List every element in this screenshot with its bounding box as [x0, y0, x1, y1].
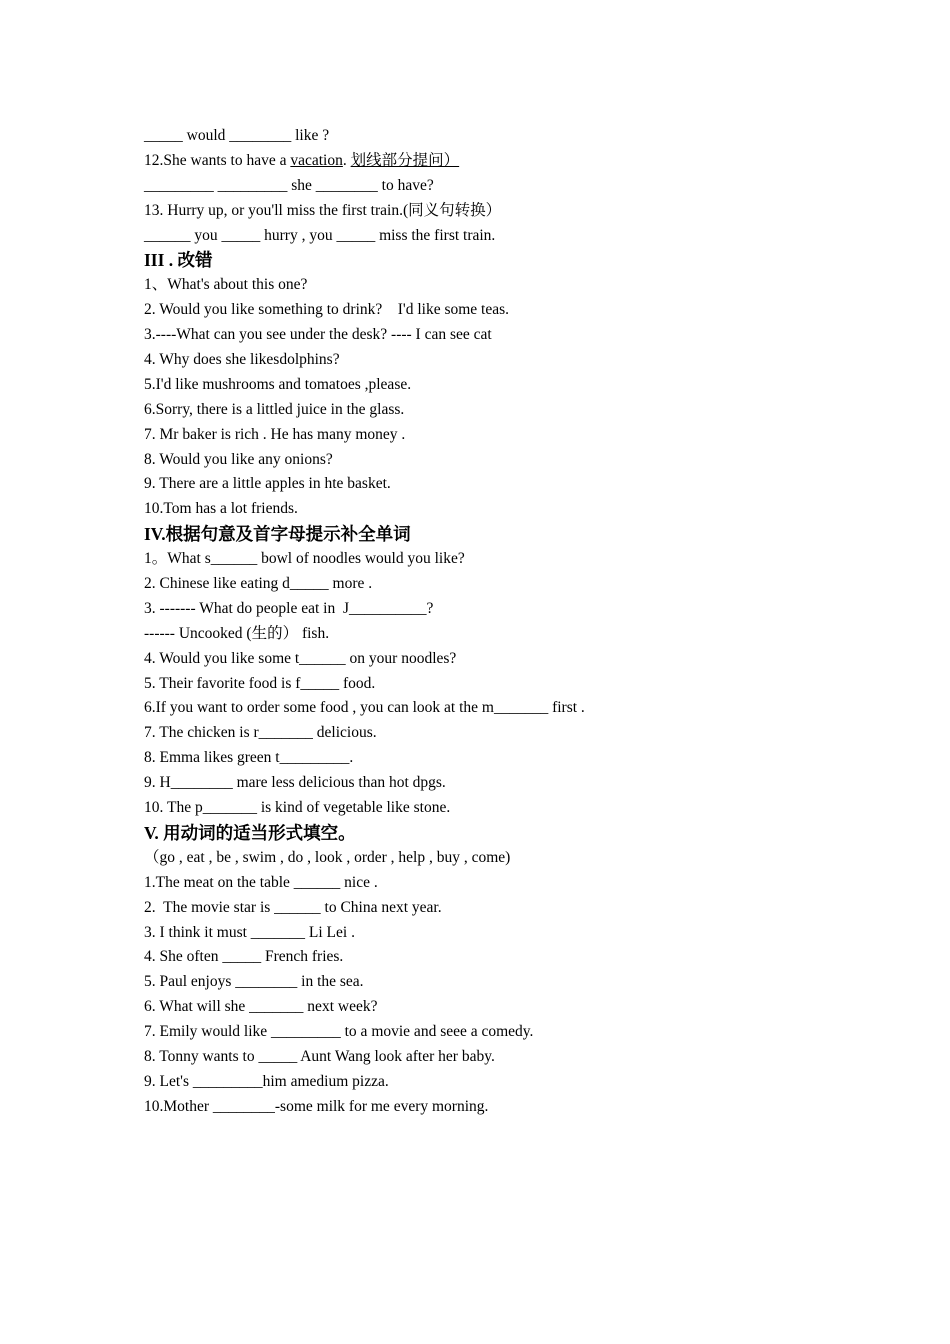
section-5-title: V. 用动词的适当形式填空。 [144, 822, 356, 843]
section-4-item: 5. Their favorite food is f_____ food. [144, 674, 376, 692]
section-3-item: 10.Tom has a lot friends. [144, 500, 298, 518]
exercise-line-12-answer: _________ _________ she ________ to have? [144, 176, 434, 194]
exercise-12-mid: . [342, 151, 351, 169]
section-4-item: 9. H________ mare less delicious than hot dpgs. [144, 774, 446, 792]
section-3-item: 1、What's about this one? [144, 276, 308, 294]
section-3-title: III . 改错 [144, 250, 213, 271]
exercise-12-prefix: 12.She wants to have a [144, 151, 291, 169]
exercise-line-13-answer: ______ you _____ hurry , you _____ miss the first train. [144, 226, 496, 244]
section-4-item: 8. Emma likes green t_________. [144, 749, 354, 767]
exercise-12-instruction: 划线部分提问） [350, 151, 460, 169]
section-5-item: 2. The movie star is ______ to China next year. [144, 898, 442, 916]
section-4-item: 3. ------- What do people eat in J__________? [144, 599, 434, 617]
section-4-item: 1。What s______ bowl of noodles would you like? [144, 550, 465, 568]
exercise-12-underlined-word: vacation [290, 151, 343, 169]
section-5-item: 6. What will she _______ next week? [144, 998, 378, 1016]
section-4-title: IV.根据句意及首字母提示补全单词 [144, 524, 411, 545]
section-4-item: 7. The chicken is r_______ delicious. [144, 724, 377, 742]
section-5-item: 5. Paul enjoys ________ in the sea. [144, 973, 364, 991]
section-3-item: 8. Would you like any onions? [144, 450, 333, 468]
section-5-item: 9. Let's _________him amedium pizza. [144, 1072, 389, 1090]
section-5-item: 4. She often _____ French fries. [144, 948, 344, 966]
section-5-item: 1.The meat on the table ______ nice . [144, 873, 378, 891]
section-3-item: 6.Sorry, there is a littled juice in the glass. [144, 400, 405, 418]
section-5-item: 10.Mother ________-some milk for me every morning. [144, 1097, 489, 1115]
section-3-item: 4. Why does she likesdolphins? [144, 351, 340, 369]
section-3-item: 3.----What can you see under the desk? ---- I can see cat [144, 326, 492, 344]
section-3-item: 2. Would you like something to drink? I'd like some teas. [144, 301, 510, 319]
section-3-item: 7. Mr baker is rich . He has many money . [144, 425, 406, 443]
section-5-word-bank: （go , eat , be , swim , do , look , order , help , buy , come) [144, 848, 511, 866]
section-5-item: 7. Emily would like _________ to a movie and seee a comedy. [144, 1023, 534, 1041]
section-4-item: 6.If you want to order some food , you can look at the m_______ first . [144, 699, 585, 717]
exercise-line-12 [144, 149, 864, 174]
section-3-item: 5.I'd like mushrooms and tomatoes ,please. [144, 375, 412, 393]
section-4-item: ------ Uncooked (生的） fish. [144, 624, 330, 642]
exercise-line-13: 13. Hurry up, or you'll miss the first train.(同义句转换） [144, 201, 502, 219]
exercise-line-11b: _____ would ________ like ? [144, 127, 330, 144]
section-3-item: 9. There are a little apples in hte basket. [144, 475, 391, 493]
section-4-item: 10. The p_______ is kind of vegetable like stone. [144, 799, 451, 817]
section-4-item: 2. Chinese like eating d_____ more . [144, 575, 373, 593]
worksheet-page [144, 124, 864, 1120]
section-5-item: 8. Tonny wants to _____ Aunt Wang look after her baby. [144, 1047, 495, 1065]
section-4-item: 4. Would you like some t______ on your noodles? [144, 649, 457, 667]
section-5-item: 3. I think it must _______ Li Lei . [144, 923, 355, 941]
